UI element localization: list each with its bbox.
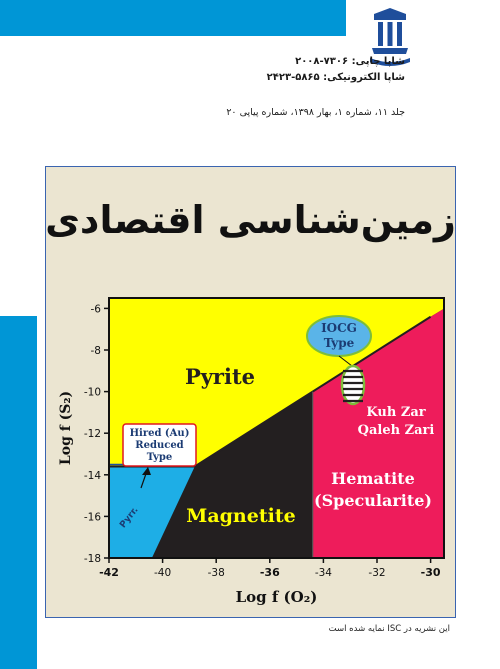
- y-tick-label: -8: [90, 345, 101, 357]
- footer-note: این نشریه در ISC نمایه شده است: [328, 624, 450, 634]
- y-tick-label: -10: [83, 386, 101, 399]
- y-tick-label: -12: [83, 428, 101, 441]
- x-tick-label: -36: [259, 566, 280, 579]
- top-accent-band: [0, 0, 346, 36]
- kuh-zar-label: Kuh Zar: [366, 405, 426, 420]
- y-tick-label: -18: [83, 553, 101, 565]
- hired-type-label: Hired (Au): [129, 428, 190, 439]
- journal-title: زمین‌شناسی اقتصادی: [45, 198, 456, 242]
- field-label-pyrite: Pyrite: [184, 364, 256, 389]
- hired-type-label: Type: [146, 452, 173, 463]
- issn-online: شاپا الکترونیکی: ۵۸۶۵-۲۴۲۳: [266, 72, 405, 83]
- iocg-type-label: IOCG: [321, 321, 357, 335]
- field-label-hematite: Hematite: [331, 469, 415, 488]
- field-label-pyrrhotite: Pyrr.: [118, 505, 141, 531]
- x-tick-label: -30: [420, 566, 441, 579]
- x-tick-label: -32: [368, 567, 386, 579]
- x-tick-label: -34: [314, 567, 332, 579]
- hired-type-label: Reduced: [135, 440, 184, 451]
- issn-print: شاپا چاپی: ۷۳۰۶-۲۰۰۸: [295, 56, 405, 67]
- x-tick-label: -42: [99, 566, 119, 579]
- phase-diagram: [52, 294, 450, 614]
- iocg-type-label: Type: [323, 336, 355, 350]
- y-tick-label: -6: [90, 303, 101, 316]
- field-label-magnetite: Magnetite: [186, 505, 296, 527]
- y-tick-label: -16: [83, 511, 101, 524]
- field-label-hematite: (Specularite): [314, 491, 432, 510]
- y-axis-label: Log f (S₂): [58, 390, 74, 466]
- kuh-zar-label: Qaleh Zari: [357, 423, 435, 438]
- y-tick-label: -14: [83, 469, 101, 482]
- left-accent-band: [0, 316, 37, 669]
- x-tick-label: -40: [154, 567, 172, 579]
- x-tick-label: -38: [207, 567, 225, 579]
- x-axis-label: Log f (O₂): [235, 588, 318, 606]
- issue-info: جلد ۱۱، شماره ۱، بهار ۱۳۹۸، شماره پیاپی ۲۰: [226, 107, 405, 118]
